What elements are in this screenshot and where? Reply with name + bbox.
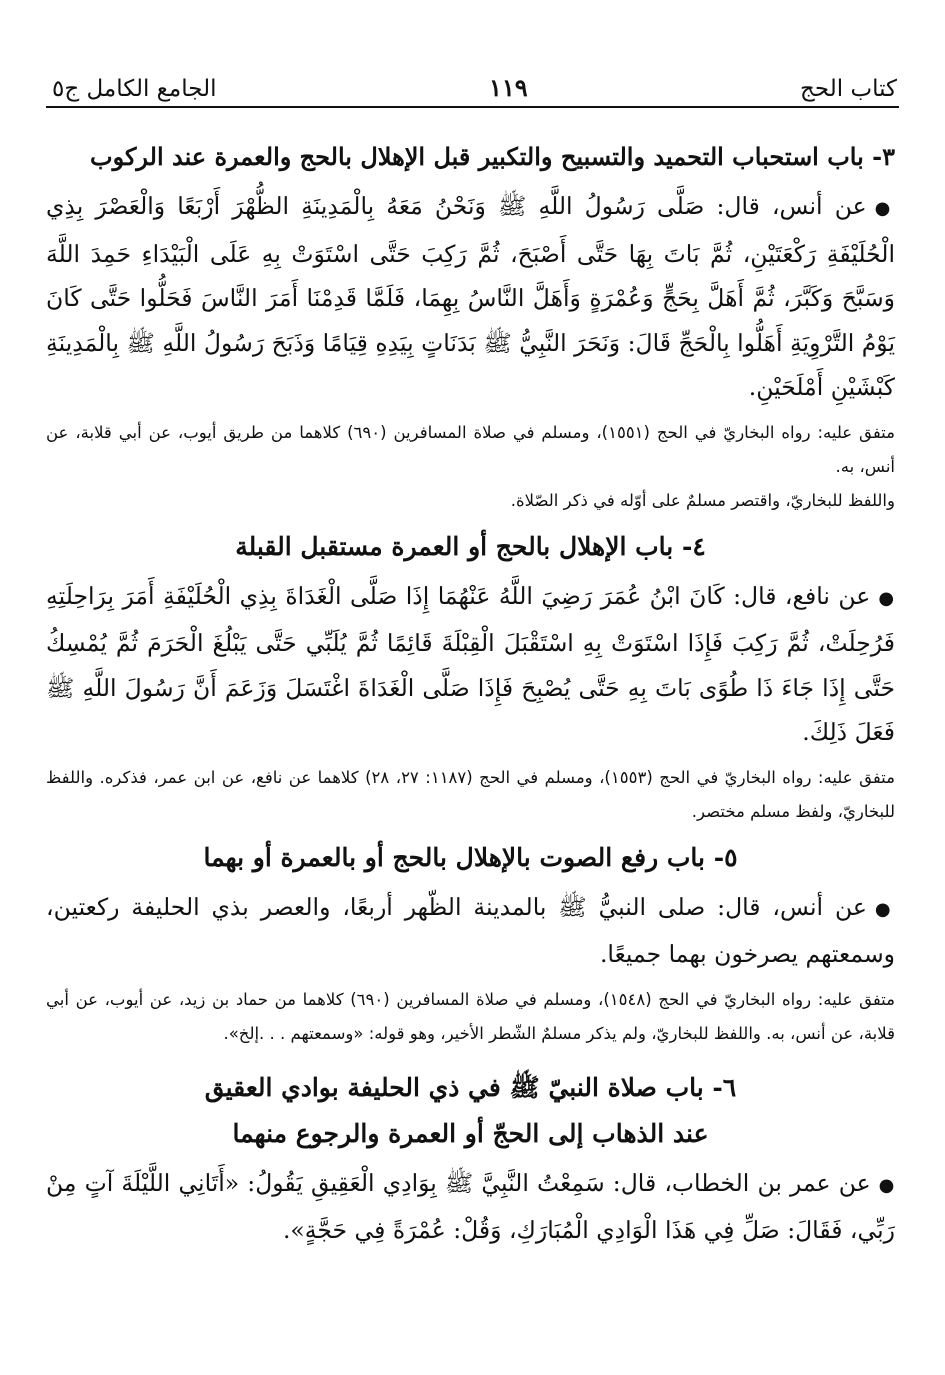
bullet-icon: ●: [878, 1174, 895, 1196]
bullet-icon: ●: [874, 898, 895, 920]
book-title: كتاب الحج: [800, 76, 897, 102]
page-number: ١١٩: [488, 73, 528, 102]
hadith-body: عن نافع، قال: كَانَ ابْنُ عُمَرَ رَضِيَ اللَّهُ عَنْهُمَا إِذَا صَلَّى الْغَدَاةَ بِذِي الْحُلَيْفَةِ أَمَرَ بِرَاحِلَتِهِ فَرُحِلَتْ، ثُمَّ رَكِبَ فَإِذَا اسْتَوَتْ بِهِ اسْتَقْبَلَ الْقِبْلَةَ قَائِمًا ثُمَّ يُلَبِّي حَتَّى يَبْلُغَ الْحَرَمَ ثُمَّ يُمْسِكُ حَتَّى إِذَا جَاءَ ذَا طُوًى بَاتَ بِهِ حَتَّى يُصْبِحَ فَإِذَا صَلَّى الْغَدَاةَ اغْتَسَلَ وَزَعَمَ أَنَّ رَسُولَ اللَّهِ ﷺ فَعَلَ ذَلِكَ.: [46, 581, 895, 746]
section-heading: ٥- باب رفع الصوت بالإهلال بالحج أو بالعمرة أو بهما: [203, 842, 738, 872]
takhrij-note: متفق عليه: رواه البخاريّ في الحج (١٥٤٨)، ومسلم في صلاة المسافرين (٦٩٠) كلاهما من حماد بن زيد، عن أيوب، عن أبي قلابة، عن أنس، به. واللفظ للبخاريّ، ولم يذكر مسلمٌ الشّطر الأخير، وهو قوله: «وسمعتهم . . .إلخ».: [46, 989, 895, 1043]
takhrij-note: واللفظ للبخاريّ، واقتصر مسلمٌ على أوّله في ذكر الصّلاة.: [510, 490, 895, 510]
bullet-icon: ●: [878, 587, 895, 609]
bullet-icon: ●: [874, 198, 895, 219]
page-content: [46, 128, 895, 1259]
series-title: الجامع الكامل ج٥: [52, 76, 217, 102]
hadith-body: عن أنس، قال: صَلَّى رَسُولُ اللَّهِ ﷺ وَنَحْنُ مَعَهُ بِالْمَدِينَةِ الظُّهْرَ أَرْبَعًا وَالْعَصْرَ بِذِي الْحُلَيْفَةِ رَكْعَتَيْنِ، ثُمَّ بَاتَ بِهَا حَتَّى أَصْبَحَ، ثُمَّ رَكِبَ حَتَّى اسْتَوَتْ بِهِ عَلَى الْبَيْدَاءِ حَمِدَ اللَّهَ وَسَبَّحَ وَكَبَّرَ، ثُمَّ أَهَلَّ بِحَجٍّ وَعُمْرَةٍ وَأَهَلَّ النَّاسُ بِهِمَا، فَلَمَّا قَدِمْنَا أَمَرَ النَّاسَ فَحَلُّوا حَتَّى كَانَ يَوْمُ التَّرْوِيَةِ أَهَلُّوا بِالْحَجِّ قَالَ: وَنَحَرَ النَّبِيُّ ﷺ بَدَنَاتٍ بِيَدِهِ قِيَامًا وَذَبَحَ رَسُولُ اللَّهِ ﷺ بِالْمَدِينَةِ كَبْشَيْنِ أَمْلَحَيْنِ.: [46, 192, 895, 401]
page-header: [52, 62, 897, 102]
section-subheading: عند الذهاب إلى الحجّ أو العمرة والرجوع منهما: [232, 1118, 709, 1148]
hadith-body: عن عمر بن الخطاب، قال: سَمِعْتُ النَّبِيَّ ﷺ بِوَادِي الْعَقِيقِ يَقُولُ: «أَتَانِي اللَّيْلَةَ آتٍ مِنْ رَبِّي، فَقَالَ: صَلِّ فِي هَذَا الْوَادِي الْمُبَارَكِ، وَقُلْ: عُمْرَةً فِي حَجَّةٍ».: [46, 1168, 895, 1244]
hadith-body: عن أنس، قال: صلى النبيُّ ﷺ بالمدينة الظّهر أربعًا، والعصر بذي الحليفة ركعتين، وسمعتهم يصرخون بهما جميعًا.: [46, 892, 895, 968]
header-divider: [46, 106, 899, 108]
section-heading: ٦- باب صلاة النبيّ ﷺ في ذي الحليفة بوادي العقيق: [204, 1072, 737, 1102]
hadith-text: [46, 184, 895, 410]
takhrij-note: متفق عليه: رواه البخاريّ في الحج (١٥٥٣)، ومسلم في الحج (١١٨٧: ٢٧، ٢٨) كلاهما عن نافع، عن ابن عمر، فذكره. واللفظ للبخاريّ، ولفظ مسلم مختصر.: [46, 767, 896, 821]
hadith-text: [46, 574, 895, 755]
hadith-text: [46, 885, 895, 977]
section-heading: ٤- باب الإهلال بالحج أو العمرة مستقبل القبلة: [235, 531, 706, 561]
takhrij-note: متفق عليه: رواه البخاريّ في الحج (١٥٥١)، ومسلم في صلاة المسافرين (٦٩٠) كلاهما من طريق أيوب، عن أبي قلابة، عن أنس، به.: [46, 422, 895, 476]
hadith-text: [46, 1161, 895, 1253]
section-heading: ٣- باب استحباب التحميد والتسبيح والتكبير قبل الإهلال بالحج والعمرة عند الركوب: [89, 142, 895, 171]
